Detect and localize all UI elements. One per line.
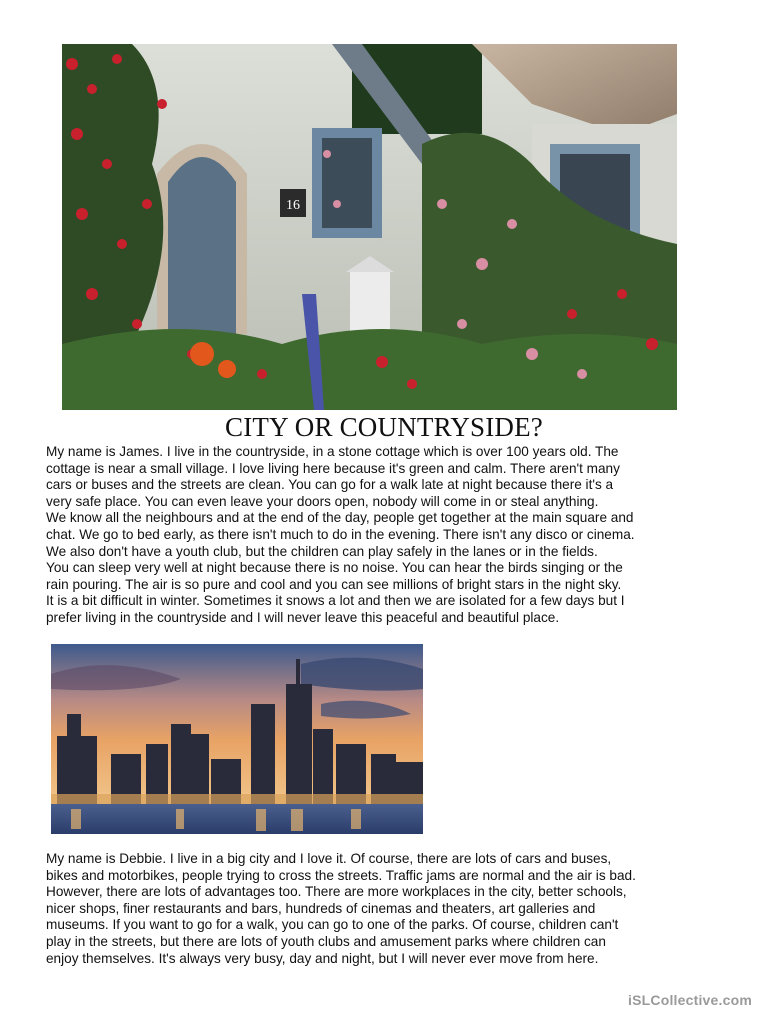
text-line: enjoy themselves. It's always very busy, day and night, but I will never ever move from here.: [46, 950, 599, 966]
front-door: [168, 157, 236, 334]
text-line: very safe place. You can even leave your doors open, nobody will come in or steal anything.: [46, 493, 599, 509]
text-line: chat. We go to bed early, as there isn't much to do in the evening. There isn't any disco or cinema.: [46, 526, 635, 542]
text-line: prefer living in the countryside and I will never leave this peaceful and beautiful place.: [46, 609, 560, 625]
text-line: cottage is near a small village. I love living here because it's green and calm. There aren't many: [46, 460, 620, 476]
text-line: rain pouring. The air is so pure and cool and you can see millions of bright stars in the night sky.: [46, 576, 622, 592]
text-line: play in the streets, but there are lots of youth clubs and amusement parks where children can: [46, 933, 606, 949]
city-illustration: [51, 644, 423, 834]
text-line: My name is James. I live in the countryside, in a stone cottage which is over 100 years old. The: [46, 444, 619, 459]
text-line: cars or buses and the streets are clean. You can go for a walk late at night because there it's a: [46, 477, 614, 493]
text-line: museums. If you want to go for a walk, you can go to one of the parks. Of course, children can't: [46, 917, 619, 933]
debbie-paragraph: [46, 851, 736, 967]
text-line: However, there are lots of advantages too. There are more workplaces in the city, better schools,: [46, 884, 627, 900]
text-line: nicer shops, finer restaurants and bars, hundreds of cinemas and theaters, art galleries and: [46, 900, 596, 916]
worksheet-title: CITY OR COUNTRYSIDE?: [225, 412, 543, 442]
cottage-photo: [62, 44, 677, 410]
text-line: bikes and motorbikes, people trying to cross the streets. Traffic jams are normal and the air is bad.: [46, 867, 636, 883]
text-line: My name is Debbie. I live in a big city and I love it. Of course, there are lots of cars and buses,: [46, 851, 612, 866]
city-skyline-photo: [51, 644, 423, 834]
james-paragraph: [46, 444, 736, 627]
text-line: You can sleep very well at night because there is no noise. You can hear the birds singing or the: [46, 560, 623, 576]
house-number: 16: [286, 198, 300, 213]
text-line: We know all the neighbours and at the end of the day, people get together at the main square and: [46, 510, 634, 526]
cottage-illustration: [62, 44, 677, 410]
watermark: iSLCollective.com: [628, 992, 752, 1008]
text-line: We also don't have a youth club, but the children can play safely in the lanes or in the fields.: [46, 543, 598, 559]
text-line: It is a bit difficult in winter. Sometimes it snows a lot and then we are isolated for a few days but I: [46, 593, 625, 609]
